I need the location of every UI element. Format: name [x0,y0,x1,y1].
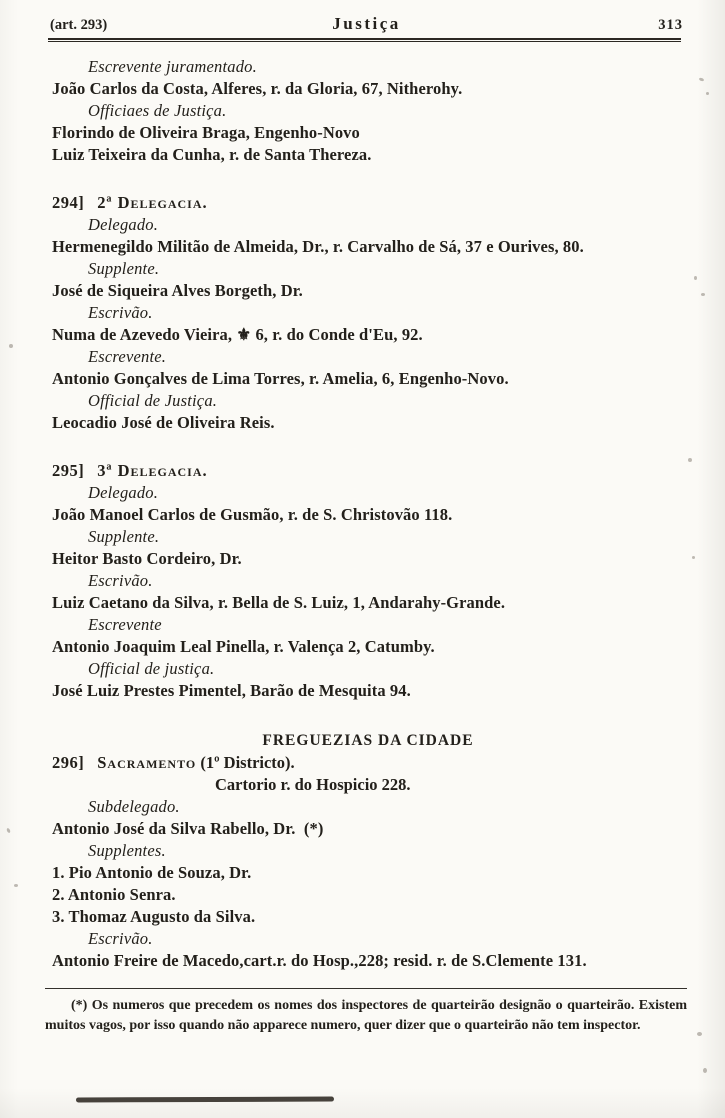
footnote-text: (*) Os numeros que precedem os nomes dos inspectores de quarteirão designão o quarteirão. Existem muitos vagos, por isso quando não apparece numero, quer dizer que o quarteirão não tem inspector. [45,998,687,1033]
document-body [52,56,684,972]
footnote [45,988,687,1035]
text-line: João Carlos da Costa, Alferes, r. da Gloria, 67, Nitherohy. [52,79,463,98]
text-line: Delegado. [88,215,159,234]
scan-speck [688,458,692,462]
text-line: Numa de Azevedo Vieira, ⚜ 6, r. do Conde d'Eu, 92. [52,325,423,344]
text-line: José Luiz Prestes Pimentel, Barão de Mesquita 94. [52,681,411,700]
text-line: Delegado. [88,483,159,502]
section-title: 2ª Delegacia. [97,193,208,212]
scan-speck [14,884,18,887]
text-line: Antonio Joaquim Leal Pinella, r. Valença 2, Catumby. [52,637,435,656]
scan-speck [9,344,13,348]
text-line: Supplente. [88,527,160,546]
section-title: 3ª Delegacia. [97,461,208,480]
text-line: João Manoel Carlos de Gusmão, r. de S. Christovão 118. [52,505,453,524]
scan-speck [699,77,705,82]
page-title: Justiça [332,14,401,33]
text-line: José de Siqueira Alves Borgeth, Dr. [52,281,303,300]
text-line: 2. Antonio Senra. [52,885,176,904]
text-line: Official de justiça. [88,659,215,678]
text-line: Supplente. [88,259,160,278]
section-number: 294] [52,193,85,212]
text-line: Antonio José da Silva Rabello, Dr. (*) [52,819,324,838]
text-line: Escrevente. [88,347,167,366]
text-line: Escrevente juramentado. [88,57,257,76]
text-line: Florindo de Oliveira Braga, Engenho-Novo [52,123,360,142]
scan-speck [703,1068,707,1073]
scan-speck [706,92,709,95]
text-line: Luiz Teixeira da Cunha, r. de Santa Thereza. [52,145,372,164]
document-lines [52,56,684,972]
text-line: Leocadio José de Oliveira Reis. [52,413,275,432]
section-heading [52,460,684,482]
scan-speck [701,293,705,296]
text-line: Cartorio r. do Hospicio 228. [215,775,411,794]
text-line: Subdelegado. [88,797,180,816]
text-line: Hermenegildo Militão de Almeida, Dr., r. Carvalho de Sá, 37 e Ourives, 80. [52,237,584,256]
text-line: Antonio Gonçalves de Lima Torres, r. Amelia, 6, Engenho-Novo. [52,369,509,388]
section-number: 295] [52,461,85,480]
text-line: Escrevente [88,615,162,634]
scan-speck [692,556,695,559]
section-number: 296] [52,753,85,772]
text-line: 3. Thomaz Augusto da Silva. [52,907,256,926]
article-reference: (art. 293) [50,17,108,33]
section-heading [52,752,684,774]
page-header [50,14,683,34]
page-number: 313 [658,17,683,33]
header-rule [48,38,681,42]
text-line: Heitor Basto Cordeiro, Dr. [52,549,242,568]
text-line: Officiaes de Justiça. [88,101,227,120]
text-line: Escrivão. [88,571,153,590]
text-line: Escrivão. [88,303,153,322]
text-line: Supplentes. [88,841,166,860]
section-heading [52,192,684,214]
section-title: Sacramento [97,753,197,772]
text-line: 1. Pio Antonio de Souza, Dr. [52,863,252,882]
text-line: Antonio Freire de Macedo,cart.r. do Hosp.,228; resid. r. de S.Clemente 131. [52,951,587,970]
text-line: Official de Justiça. [88,391,218,410]
scan-speck [694,276,697,280]
section-title-suffix: (1º Districto). [196,753,295,772]
text-line: Luiz Caetano da Silva, r. Bella de S. Luiz, 1, Andarahy-Grande. [52,593,506,612]
scan-speck [697,1032,702,1036]
text-line: FREGUEZIAS DA CIDADE [262,732,474,749]
scan-artifact-bar [76,1097,334,1103]
text-line: Escrivão. [88,929,153,948]
scan-speck [6,828,11,834]
